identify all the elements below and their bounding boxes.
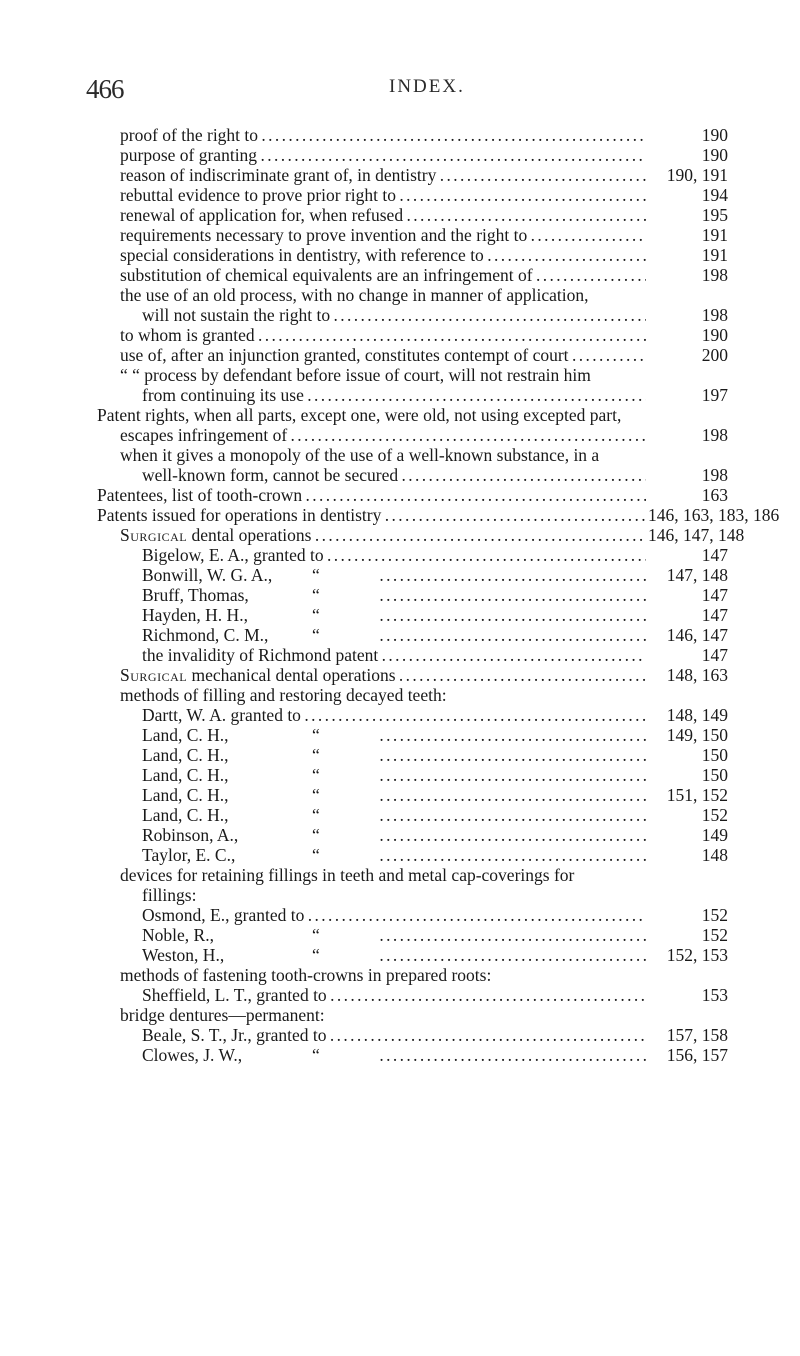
entry-pages: 191	[646, 225, 728, 245]
index-entry	[0, 845, 800, 865]
entry-pages: 146, 163, 183, 186	[648, 505, 780, 525]
index-entry	[0, 805, 800, 825]
entry-text	[142, 545, 652, 565]
grantee-name: Robinson, A.,	[142, 825, 239, 845]
entry-text	[142, 925, 652, 945]
entry-text	[142, 605, 652, 625]
index-entry	[0, 565, 800, 585]
ditto-mark: “	[312, 945, 320, 965]
entry-text: special considerations in dentistry, with reference to . . .	[120, 245, 652, 265]
grantee-name: Land, C. H.,	[142, 765, 229, 785]
index-entry	[0, 585, 800, 605]
entry-text-rest: dental operations	[187, 525, 312, 545]
grantee-name: Hayden, H. H.,	[142, 605, 248, 625]
entry-pages: 190, 191	[646, 165, 728, 185]
grantee-name: Land, C. H.,	[142, 785, 229, 805]
ditto-mark: “	[312, 925, 320, 945]
entry-pages: 195	[646, 205, 728, 225]
entry-pages: 152	[646, 805, 728, 825]
entry-pages: 156, 157	[646, 1045, 728, 1065]
entry-pages: 149	[646, 825, 728, 845]
index-entry	[0, 265, 800, 285]
index-entry	[0, 405, 800, 425]
entry-text	[120, 525, 652, 545]
entry-pages: 149, 150	[646, 725, 728, 745]
index-entry	[0, 305, 800, 325]
grantee-name: Clowes, J. W.,	[142, 1045, 243, 1065]
entry-text: to whom is granted . . .	[120, 325, 652, 345]
entry-text: Patent rights, when all parts, except one, were old, not using excepted part,	[97, 405, 622, 425]
entry-pages: 148, 163	[646, 665, 728, 685]
index-entry	[0, 665, 800, 685]
index-entry	[0, 945, 800, 965]
index-entry	[0, 685, 800, 705]
ditto-mark: “	[312, 565, 320, 585]
entry-text: the invalidity of Richmond patent . . .	[142, 645, 652, 665]
entry-text: reason of indiscriminate grant of, in dentistry . . .	[120, 165, 652, 185]
entry-pages: 198	[646, 305, 728, 325]
index-entry	[0, 745, 800, 765]
ditto-mark: “	[312, 585, 320, 605]
entry-pages: 147	[646, 645, 728, 665]
entry-text: when it gives a monopoly of the use of a well-known substance, in a	[120, 445, 600, 465]
entry-pages: 147	[646, 585, 728, 605]
entry-text: will not sustain the right to . . .	[142, 305, 652, 325]
entry-text	[142, 565, 652, 585]
entry-text	[142, 765, 652, 785]
index-entry	[0, 485, 800, 505]
entry-pages: 163	[646, 485, 728, 505]
entry-pages: 151, 152	[646, 785, 728, 805]
index-entry	[0, 625, 800, 645]
small-caps-term: Surgical	[120, 665, 188, 685]
entry-pages: 197	[646, 385, 728, 405]
index-entry	[0, 465, 800, 485]
index-entry	[0, 925, 800, 945]
ditto-mark: “	[312, 785, 320, 805]
index-entry	[0, 985, 800, 1005]
grantee-name: Richmond, C. M.,	[142, 625, 269, 645]
index-entry	[0, 185, 800, 205]
grantee-name: Beale, S. T., Jr., granted to	[142, 1025, 327, 1045]
entry-pages: 190	[646, 325, 728, 345]
entry-pages: 148, 149	[646, 705, 728, 725]
index-entry	[0, 225, 800, 245]
entry-pages: 150	[646, 765, 728, 785]
running-title: INDEX.	[389, 76, 465, 97]
entry-pages: 194	[646, 185, 728, 205]
entry-text: rebuttal evidence to prove prior right to . . .	[120, 185, 652, 205]
entry-text	[120, 665, 652, 685]
entry-text	[142, 945, 652, 965]
index-entry	[0, 345, 800, 365]
ditto-mark: “	[312, 745, 320, 765]
entry-text	[142, 725, 652, 745]
grantee-name: Land, C. H.,	[142, 745, 229, 765]
entry-pages: 190	[646, 125, 728, 145]
index-entry	[0, 965, 800, 985]
entry-pages: 146, 147	[646, 625, 728, 645]
entry-text	[142, 845, 652, 865]
entry-text	[142, 745, 652, 765]
entry-text	[142, 625, 652, 645]
entry-text: devices for retaining fillings in teeth and metal cap-coverings for	[120, 865, 575, 885]
grantee-name: Noble, R.,	[142, 925, 214, 945]
index-entry	[0, 245, 800, 265]
index-entry	[0, 645, 800, 665]
ditto-mark: “	[312, 605, 320, 625]
entry-text	[142, 905, 652, 925]
entry-pages: 198	[646, 425, 728, 445]
index-entry	[0, 825, 800, 845]
index-entry	[0, 725, 800, 745]
grantee-name: Sheffield, L. T., granted to	[142, 985, 327, 1005]
entry-text	[142, 1025, 652, 1045]
entry-pages: 153	[646, 985, 728, 1005]
entry-text	[142, 585, 652, 605]
entry-text: substitution of chemical equivalents are an infringement of . . .	[120, 265, 652, 285]
ditto-mark: “	[312, 1045, 320, 1065]
index-entry	[0, 1045, 800, 1065]
entry-text: well-known form, cannot be secured . . .	[142, 465, 652, 485]
entry-pages: 191	[646, 245, 728, 265]
entry-text	[142, 805, 652, 825]
entry-pages: 148	[646, 845, 728, 865]
entry-pages: 152	[646, 925, 728, 945]
entry-text: methods of fastening tooth-crowns in prepared roots:	[120, 965, 492, 985]
ditto-mark: “	[312, 845, 320, 865]
grantee-name: Osmond, E., granted to	[142, 905, 305, 925]
entry-text: from continuing its use . . .	[142, 385, 652, 405]
entry-text: Patents issued for operations in dentistry . . .	[97, 505, 652, 525]
index-entry	[0, 425, 800, 445]
ditto-mark: “	[312, 765, 320, 785]
grantee-name: Bigelow, E. A., granted to	[142, 545, 324, 565]
index-entry	[0, 705, 800, 725]
entry-text	[142, 1045, 652, 1065]
entry-pages: 190	[646, 145, 728, 165]
grantee-name: Land, C. H.,	[142, 725, 229, 745]
index-entry	[0, 885, 800, 905]
entry-text: requirements necessary to prove invention and the right to . . .	[120, 225, 652, 245]
entry-text: “ “ process by defendant before issue of court, will not restrain him	[120, 365, 591, 385]
grantee-name: Weston, H.,	[142, 945, 225, 965]
index-entry	[0, 765, 800, 785]
index-entry	[0, 385, 800, 405]
entry-text: escapes infringement of . . .	[120, 425, 652, 445]
grantee-name: Land, C. H.,	[142, 805, 229, 825]
entry-text: methods of filling and restoring decayed teeth:	[120, 685, 447, 705]
entry-text	[142, 985, 652, 1005]
index-entry	[0, 365, 800, 385]
entry-text: use of, after an injunction granted, constitutes contempt of court . . .	[120, 345, 652, 365]
index-entry	[0, 325, 800, 345]
index-entry	[0, 545, 800, 565]
entry-text: bridge dentures—permanent:	[120, 1005, 325, 1025]
entry-text-rest: mechanical dental operations	[187, 665, 396, 685]
entry-text: the use of an old process, with no change in manner of application,	[120, 285, 589, 305]
ditto-mark: “	[312, 625, 320, 645]
ditto-mark: “	[312, 805, 320, 825]
entry-pages: 147	[646, 545, 728, 565]
index-entry	[0, 285, 800, 305]
index-entry	[0, 1025, 800, 1045]
index-entry	[0, 525, 800, 545]
entry-text: Patentees, list of tooth-crown . . .	[97, 485, 652, 505]
index-entry	[0, 605, 800, 625]
index-entry	[0, 205, 800, 225]
page-number: 466	[86, 74, 124, 104]
index-entry	[0, 165, 800, 185]
entry-pages: 146, 147, 148	[648, 525, 745, 545]
index-list	[0, 125, 800, 1065]
small-caps-term: Surgical	[120, 525, 188, 545]
entry-text: purpose of granting . . .	[120, 145, 652, 165]
entry-text: renewal of application for, when refused . . .	[120, 205, 652, 225]
index-entry	[0, 865, 800, 885]
index-entry	[0, 505, 800, 525]
entry-pages: 200	[646, 345, 728, 365]
ditto-mark: “	[312, 825, 320, 845]
entry-pages: 198	[646, 465, 728, 485]
grantee-name: Taylor, E. C.,	[142, 845, 236, 865]
ditto-mark: “	[312, 725, 320, 745]
entry-text	[142, 825, 652, 845]
index-entry	[0, 445, 800, 465]
entry-text	[142, 785, 652, 805]
entry-pages: 147, 148	[646, 565, 728, 585]
grantee-name: Bonwill, W. G. A.,	[142, 565, 273, 585]
entry-pages: 157, 158	[646, 1025, 728, 1045]
grantee-name: Bruff, Thomas,	[142, 585, 249, 605]
index-entry	[0, 1005, 800, 1025]
entry-pages: 152	[646, 905, 728, 925]
entry-pages: 198	[646, 265, 728, 285]
index-entry	[0, 785, 800, 805]
index-entry	[0, 145, 800, 165]
entry-pages: 147	[646, 605, 728, 625]
page-header	[86, 74, 726, 108]
entry-pages: 150	[646, 745, 728, 765]
grantee-name: Dartt, W. A. granted to	[142, 705, 301, 725]
index-entry	[0, 125, 800, 145]
entry-pages: 152, 153	[646, 945, 728, 965]
entry-text: fillings:	[142, 885, 197, 905]
entry-text	[142, 705, 652, 725]
index-entry	[0, 905, 800, 925]
entry-text: proof of the right to . . .	[120, 125, 652, 145]
